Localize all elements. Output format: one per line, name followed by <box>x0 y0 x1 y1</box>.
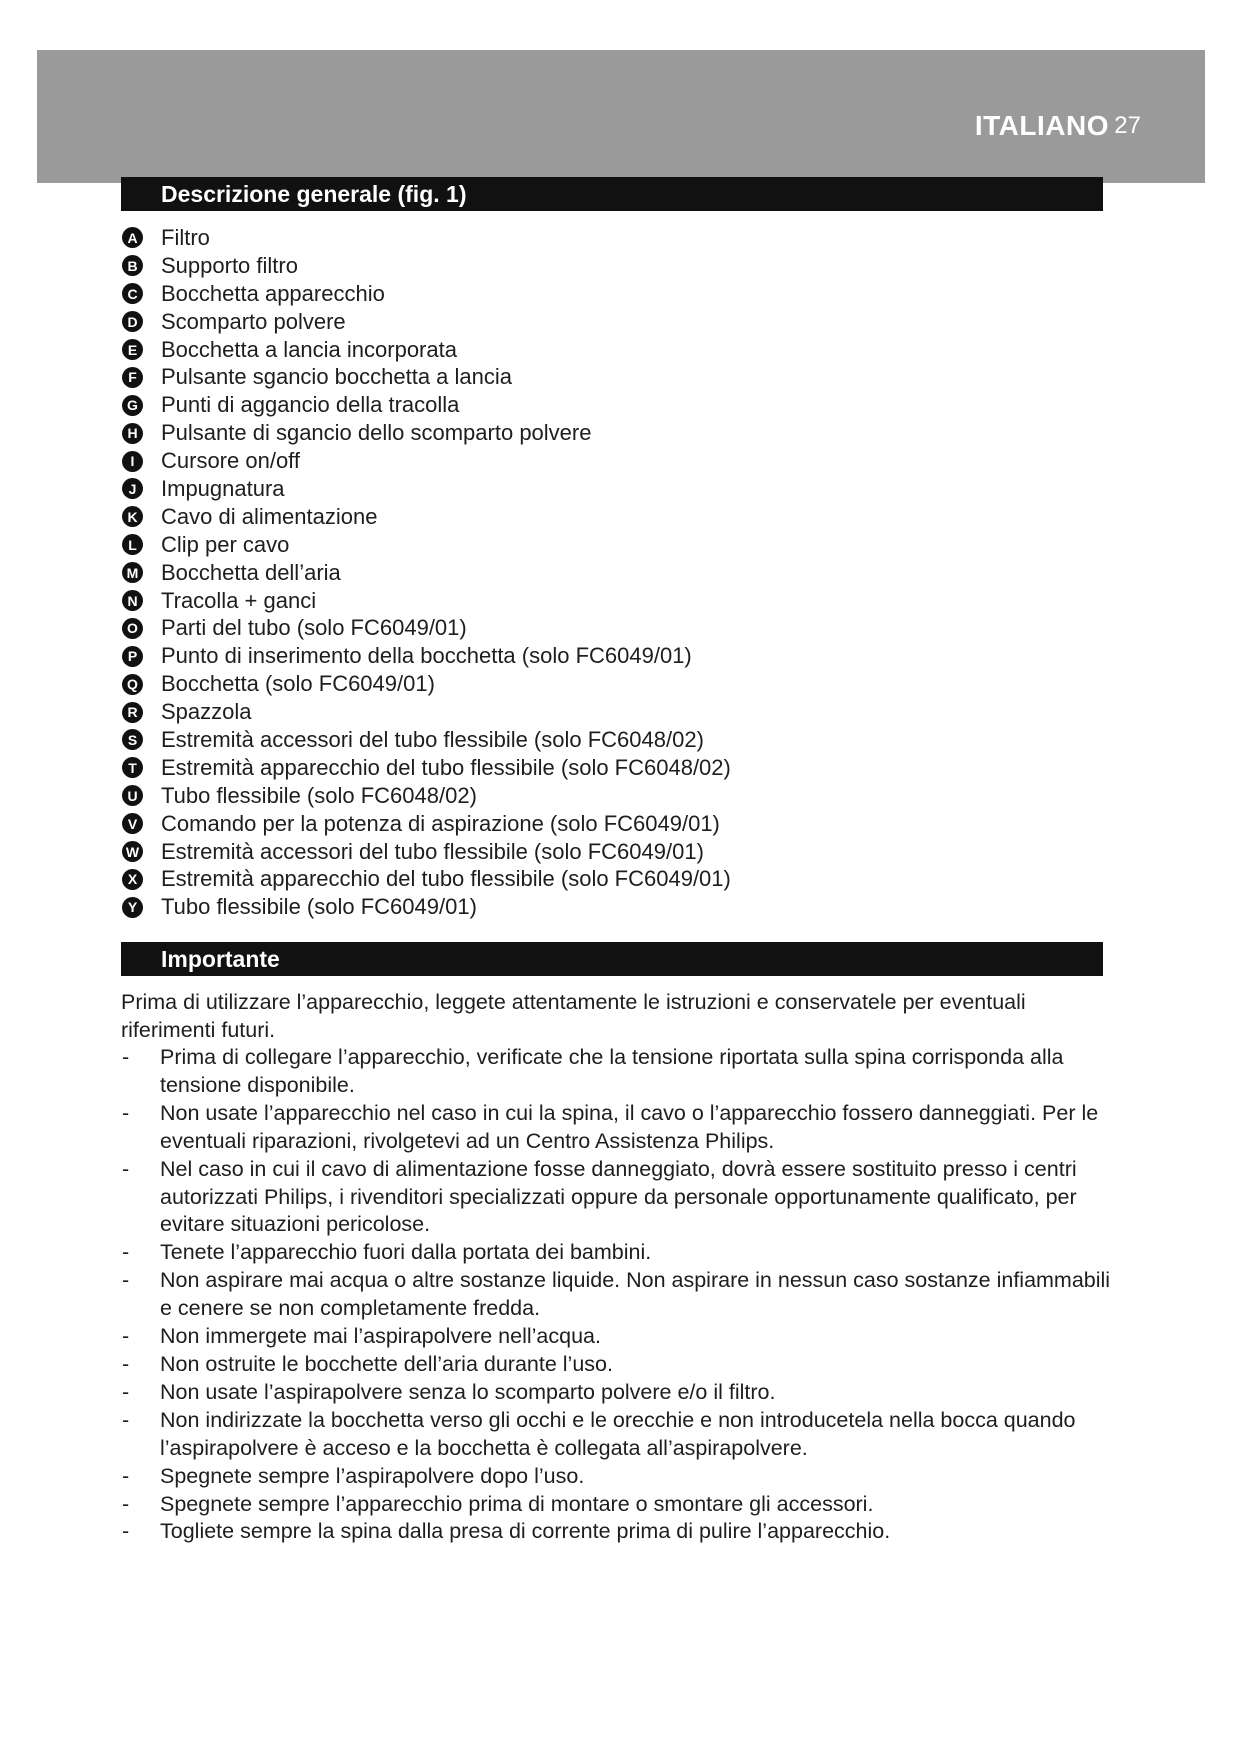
list-item <box>122 336 731 364</box>
list-item <box>122 670 731 698</box>
list-item <box>122 893 731 921</box>
list-item <box>122 865 731 893</box>
part-label: Tracolla + ganci <box>161 587 317 613</box>
list-item <box>122 559 731 587</box>
part-label: Bocchetta apparecchio <box>161 280 385 306</box>
list-item <box>121 1491 1111 1519</box>
letter-badge-icon: D <box>122 311 143 332</box>
part-label: Tubo flessibile (solo FC6049/01) <box>161 894 477 920</box>
part-label: Supporto filtro <box>161 252 298 278</box>
letter-badge-icon: Q <box>122 674 143 695</box>
warning-text: Tenete l’apparecchio fuori dalla portata dei bambini. <box>160 1240 652 1265</box>
important-intro: Prima di utilizzare l’apparecchio, leggete attentamente le istruzioni e conservatele per eventuali riferimenti futuri. <box>121 990 1026 1042</box>
list-item <box>122 614 731 642</box>
warning-text: Togliete sempre la spina dalla presa di corrente prima di pulire l’apparecchio. <box>160 1519 891 1544</box>
warning-text: Non immergete mai l’aspirapolvere nell’acqua. <box>160 1324 601 1349</box>
letter-badge-icon: V <box>122 813 143 834</box>
letter-badge-icon: S <box>122 729 143 750</box>
list-item <box>122 280 731 308</box>
letter-badge-icon: R <box>122 702 143 723</box>
list-item <box>121 1156 1111 1240</box>
list-item <box>122 503 731 531</box>
warning-text: Non ostruite le bocchette dell’aria durante l’uso. <box>160 1351 613 1376</box>
warning-text: Prima di collegare l’apparecchio, verificate che la tensione riportata sulla spina corrisponda alla tensione disponibile. <box>160 1045 1064 1097</box>
letter-badge-icon: P <box>122 646 143 667</box>
letter-badge-icon: I <box>122 451 143 472</box>
list-item <box>122 698 731 726</box>
part-label: Bocchetta a lancia incorporata <box>161 336 457 362</box>
letter-badge-icon: B <box>122 255 143 276</box>
bullet-dash: - <box>122 1379 130 1404</box>
list-item <box>121 1407 1111 1463</box>
part-label: Estremità apparecchio del tubo flessibile (solo FC6049/01) <box>161 866 731 892</box>
list-item <box>121 1267 1111 1323</box>
list-item <box>121 1379 1111 1407</box>
list-item <box>122 391 731 419</box>
warning-text: Non aspirare mai acqua o altre sostanze liquide. Non aspirare in nessun caso sostanze infiammabili e cenere se non completamente fredda. <box>160 1268 1111 1321</box>
letter-badge-icon: U <box>122 785 143 806</box>
bullet-dash: - <box>122 1240 130 1265</box>
letter-badge-icon: M <box>122 562 143 583</box>
bullet-dash: - <box>122 1045 130 1069</box>
bullet-dash: - <box>122 1100 130 1125</box>
list-item <box>122 810 731 838</box>
list-item <box>122 782 731 810</box>
letter-badge-icon: X <box>122 869 143 890</box>
part-label: Estremità apparecchio del tubo flessibile (solo FC6048/02) <box>161 754 731 780</box>
bullet-dash: - <box>122 1351 130 1376</box>
bullet-dash: - <box>122 1519 130 1544</box>
warning-text: Non indirizzate la bocchetta verso gli occhi e le orecchie e non introducetela nella bocca quando l’aspirapolvere è acceso e la bocchetta è collegata all’aspirapolvere. <box>160 1407 1076 1460</box>
list-item <box>122 419 731 447</box>
part-label: Impugnatura <box>161 475 285 501</box>
part-label: Bocchetta dell’aria <box>161 559 341 585</box>
letter-badge-icon: E <box>122 339 143 360</box>
part-label: Comando per la potenza di aspirazione (solo FC6049/01) <box>161 810 720 836</box>
list-item <box>122 587 731 615</box>
warning-text: Non usate l’apparecchio nel caso in cui la spina, il cavo o l’apparecchio fossero danneggiati. Per le eventuali riparazioni, rivolgetevi ad un Centro Assistenza Philips. <box>160 1100 1099 1153</box>
list-item <box>122 224 731 252</box>
bullet-dash: - <box>122 1268 130 1293</box>
letter-badge-icon: Y <box>122 897 143 918</box>
warning-text: Nel caso in cui il cavo di alimentazione fosse danneggiato, dovrà essere sostituito presso i centri autorizzati Philips, i rivenditori specializzati oppure da personale opportunamente qualificato, per evitare situazioni pericolose. <box>160 1156 1077 1237</box>
part-label: Parti del tubo (solo FC6049/01) <box>161 615 467 641</box>
list-item <box>121 1239 1111 1267</box>
letter-badge-icon: W <box>122 841 143 862</box>
part-label: Tubo flessibile (solo FC6048/02) <box>161 782 477 808</box>
warning-text: Spegnete sempre l’aspirapolvere dopo l’uso. <box>160 1463 585 1488</box>
part-label: Punto di inserimento della bocchetta (solo FC6049/01) <box>161 643 692 669</box>
letter-badge-icon: H <box>122 423 143 444</box>
list-item <box>121 1044 1111 1100</box>
part-label: Cavo di alimentazione <box>161 503 378 529</box>
part-label: Spazzola <box>161 699 252 725</box>
list-item <box>122 642 731 670</box>
part-label: Cursore on/off <box>161 448 301 474</box>
letter-badge-icon: K <box>122 506 143 527</box>
letter-badge-icon: F <box>122 367 143 388</box>
part-label: Punti di aggancio della tracolla <box>161 392 460 418</box>
bullet-dash: - <box>122 1407 130 1432</box>
bullet-dash: - <box>122 1463 130 1488</box>
letter-badge-icon: J <box>122 478 143 499</box>
list-item <box>122 308 731 336</box>
warnings-list <box>121 1044 1111 1546</box>
list-item <box>121 1323 1111 1351</box>
list-item <box>121 1518 1111 1546</box>
list-item <box>122 726 731 754</box>
part-label: Estremità accessori del tubo flessibile (solo FC6049/01) <box>161 838 704 864</box>
part-label: Pulsante di sgancio dello scomparto polvere <box>161 420 592 446</box>
parts-list <box>122 224 731 921</box>
letter-badge-icon: N <box>122 590 143 611</box>
section-title-overview: Descrizione generale (fig. 1) <box>121 177 1103 211</box>
letter-badge-icon: C <box>122 283 143 304</box>
list-item <box>122 363 731 391</box>
letter-badge-icon: O <box>122 618 143 639</box>
part-label: Bocchetta (solo FC6049/01) <box>161 671 435 697</box>
part-label: Scomparto polvere <box>161 308 346 334</box>
bullet-dash: - <box>122 1156 130 1181</box>
warning-text: Non usate l’aspirapolvere senza lo scomparto polvere e/o il filtro. <box>160 1379 776 1404</box>
list-item <box>121 1463 1111 1491</box>
list-item <box>122 754 731 782</box>
letter-badge-icon: A <box>122 227 143 248</box>
page-number: 27 <box>1114 112 1141 139</box>
letter-badge-icon: T <box>122 757 143 778</box>
part-label: Clip per cavo <box>161 531 290 557</box>
list-item <box>122 838 731 866</box>
part-label: Filtro <box>161 224 210 250</box>
part-label: Pulsante sgancio bocchetta a lancia <box>161 364 513 390</box>
part-label: Estremità accessori del tubo flessibile (solo FC6048/02) <box>161 726 704 752</box>
bullet-dash: - <box>122 1491 130 1516</box>
section-title-important: Importante <box>121 942 1103 976</box>
list-item <box>122 475 731 503</box>
list-item <box>122 531 731 559</box>
bullet-dash: - <box>122 1324 130 1349</box>
header-language: ITALIANO <box>974 110 1109 141</box>
list-item <box>122 447 731 475</box>
list-item <box>121 1100 1111 1156</box>
list-item <box>122 252 731 280</box>
warning-text: Spegnete sempre l’apparecchio prima di montare o smontare gli accessori. <box>160 1491 874 1516</box>
list-item <box>121 1351 1111 1379</box>
letter-badge-icon: G <box>122 395 143 416</box>
letter-badge-icon: L <box>122 534 143 555</box>
